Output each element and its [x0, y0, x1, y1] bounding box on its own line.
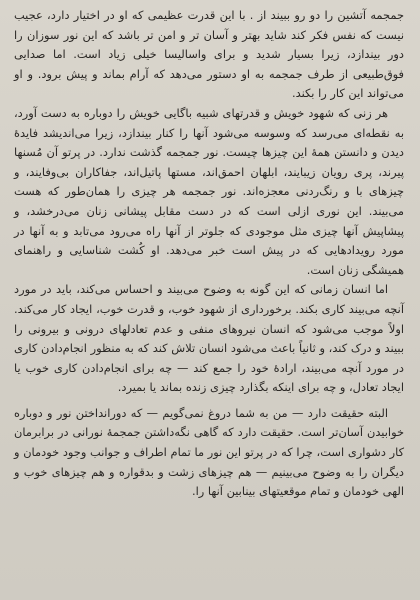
paragraph-3: اما انسان زمانی که این گونه به وضوح می‌بیند و احساس می‌کند، باید در مورد آنچه می‌بیند کاری بکند. برخورداری از شهود خوب، و قدرت خوب، ایجاد کار می‌کند. اولاً موجب می‌شود که انسان نیروهای منفی و عدم تعادلهای درونی و بیرونی را ببیند و درک کند، و ثانیاً باعث می‌شود انسان تلاش کند که به منظور انجام‌دادن کاری در مورد آنچه می‌بیند، ارادهٔ خود را جمع کند — چه برای انجام‌دادن کاری خوب یا ایجاد تعادل، و چه برای اینکه بگذارد چیزی زنده بماند یا بمیرد. — [14, 282, 404, 395]
paragraph-4: البته حقیقت دارد — من به شما دروغ نمی‌گویم — که دورانداختن نور و دوباره خوابیدن آسان‌تر است. حقیقت دارد که گاهی نگه‌داشتن جمجمهٔ نورانی در برابرمان کار دشواری است، چرا که در پرتو این نور ما تمام اطراف و جوانب وجود خودمان و دیگران را به وضوح می‌بینیم — هم چیزهای زشت و بدقواره و هم چیزهای خوب و الهی خودمان و تمام موقعیتهای بینابین آنها را. — [14, 405, 404, 499]
paragraph-2: هر زنی که شهود خویش و قدرتهای شبیه باگایی خویش را دوباره به دست آورد، به نقطه‌ای می‌رسد که وسوسه می‌شود آنها را کنار بیندازد، زیرا می‌اندیشد فایدهٔ دیدن و دانستن همهٔ این چیزها چیست. نور جمجمه گذشت ندارد. در پرتو آن مُسنها پیرند، پری رویان زیبایند، ابلهان احمق‌اند، مستها پاتیل‌اند، جفاکاران بی‌وفایند، و چیزهای با و رنگ‌ردنی معجزه‌اند. نور جمجمه هر چیزی را همان‌طور که هست می‌بیند. این نوری ازلی است که در دست مقابل پیشانی زنان می‌درخشد، و پیشاپیش آنها چیزی مثل موجودی که جلوتر از آنها راه می‌رود می‌تابد و به آنها در مورد رویدادهایی که در پیش است خبر می‌دهد. او کُشت شناسایی و راهنمای همیشگی زنان است. — [14, 105, 404, 277]
paragraph-1: جمجمه آتشین را دو رو ببیند از . با این قدرت عظیمی که او در اختیار دارد، عجیب نیست که نفس فکر کند شاید بهتر و آسان تر و امن تر باشد که این نور سوزان را دور بیندازد، زیرا بسیار شدید و برای واسالیسا خیلی زیاد است. اما صدایی فوق‌طبیعی از طرف جمجمه به او دستور می‌دهد که آرام بماند و پیش برود. و او می‌تواند این کار را بکند. — [14, 8, 404, 101]
